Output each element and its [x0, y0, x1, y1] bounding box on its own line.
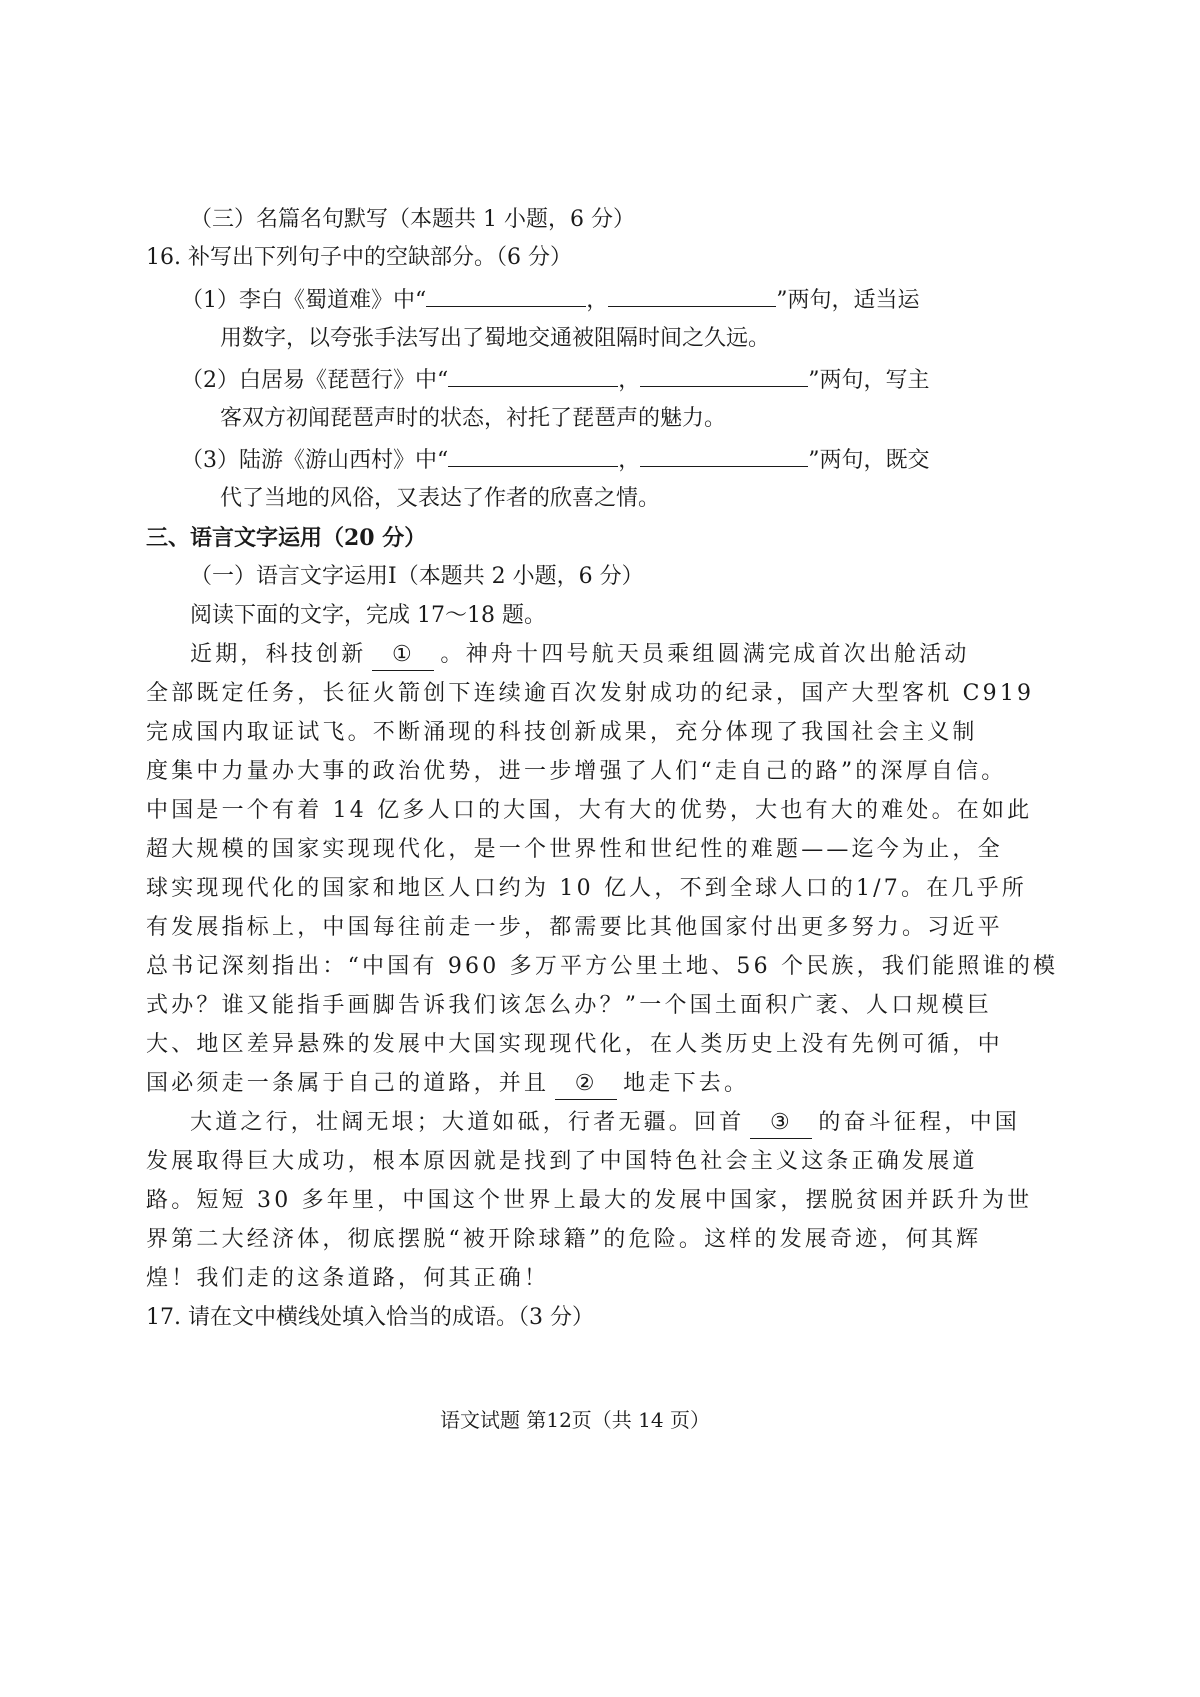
passage-line: 式办？谁又能指手画脚告诉我们该怎么办？”一个国土面积广袤、人口规模巨 [146, 993, 993, 1018]
passage-text: 的奋斗征程，中国 [818, 1110, 1021, 1135]
subsection-heading-language-use-1: （一）语言文字运用Ⅰ（本题共 2 小题，6 分） [190, 564, 644, 589]
answer-blank[interactable] [640, 444, 808, 467]
question-16-stem: 16. 补写出下列句子中的空缺部分。（6 分） [146, 245, 572, 270]
question-16-item-1 [181, 284, 920, 316]
question-17-stem: 17. 请在文中横线处填入恰当的成语。（3 分） [146, 1305, 594, 1330]
item-3-prefix: （3）陆游《游山西村》中“ [181, 448, 449, 473]
question-16-item-1-cont: 用数字，以夸张手法写出了蜀地交通被阻隔时间之久远。 [220, 326, 771, 351]
fill-blank-3[interactable]: ③ [750, 1108, 812, 1139]
passage-line: 大、地区差异悬殊的发展中大国实现现代化，在人类历史上没有先例可循，中 [146, 1032, 1003, 1057]
passage-text: 近期，科技创新 [190, 642, 367, 667]
item-2-suffix: ”两句，写主 [808, 368, 930, 393]
passage-text: 地走下去。 [623, 1071, 750, 1096]
question-16-item-2-cont: 客双方初闻琵琶声时的状态，衬托了琵琶声的魅力。 [220, 406, 727, 431]
passage-line: 煌！我们走的这条道路，何其正确！ [146, 1266, 550, 1291]
passage-line: 完成国内取证试飞。不断涌现的科技创新成果，充分体现了我国社会主义制 [146, 720, 978, 745]
item-2-prefix: （2）白居易《琵琶行》中“ [181, 368, 449, 393]
passage-text: 。神舟十四号航天员乘组圆满完成首次出舱活动 [440, 642, 970, 667]
reading-instruction: 阅读下面的文字，完成 17～18 题。 [190, 603, 546, 628]
answer-blank[interactable] [608, 284, 776, 307]
passage-line: 界第二大经济体，彻底摆脱“被开除球籍”的危险。这样的发展奇迹，何其辉 [146, 1227, 982, 1252]
passage-line: 路。短短 30 多年里，中国这个世界上最大的发展中国家，摆脱贫困并跃升为世 [146, 1188, 1033, 1213]
question-16-item-3-cont: 代了当地的风俗，又表达了作者的欣喜之情。 [220, 486, 661, 511]
passage-line [190, 1108, 1020, 1139]
answer-blank[interactable] [448, 444, 618, 467]
section-heading-language-use: 三、语言文字运用（20 分） [146, 525, 427, 551]
item-3-sep: ， [618, 448, 641, 473]
item-1-sep: ， [586, 288, 609, 313]
answer-blank[interactable] [448, 364, 618, 387]
fill-blank-2[interactable]: ② [555, 1069, 617, 1100]
page-footer: 语文试题 第12页（共 14 页） [440, 1408, 710, 1432]
item-1-prefix: （1）李白《蜀道难》中“ [181, 288, 427, 313]
answer-blank[interactable] [426, 284, 586, 307]
answer-blank[interactable] [640, 364, 808, 387]
passage-text: 国必须走一条属于自己的道路，并且 [146, 1071, 550, 1096]
item-2-sep: ， [618, 368, 641, 393]
passage-line [146, 1069, 749, 1100]
passage-line [190, 640, 970, 671]
passage-line: 超大规模的国家实现现代化，是一个世界性和世纪性的难题——迄今为止，全 [146, 837, 1003, 862]
passage-line: 发展取得巨大成功，根本原因就是找到了中国特色社会主义这条正确发展道 [146, 1149, 978, 1174]
item-3-suffix: ”两句，既交 [808, 448, 930, 473]
section-heading-famous-lines: （三）名篇名句默写（本题共 1 小题，6 分） [190, 207, 635, 232]
passage-line: 度集中力量办大事的政治优势，进一步增强了人们“走自己的路”的深厚自信。 [146, 759, 1007, 784]
passage-line: 有发展指标上，中国每往前走一步，都需要比其他国家付出更多努力。习近平 [146, 915, 1003, 940]
passage-line: 总书记深刻指出：“中国有 960 多万平方公里土地、56 个民族，我们能照谁的模 [146, 954, 1059, 979]
passage-line: 中国是一个有着 14 亿多人口的大国，大有大的优势，大也有大的难处。在如此 [146, 798, 1033, 823]
passage-line: 全部既定任务，长征火箭创下连续逾百次发射成功的纪录，国产大型客机 C919 [146, 681, 1035, 706]
question-16-item-2 [181, 364, 930, 396]
fill-blank-1[interactable]: ① [372, 640, 434, 671]
question-16-item-3 [181, 444, 930, 476]
passage-line: 球实现现代化的国家和地区人口约为 10 亿人，不到全球人口的1/7。在几乎所 [146, 876, 1027, 901]
passage-text: 大道之行，壮阔无垠；大道如砥，行者无疆。回首 [190, 1110, 745, 1135]
item-1-suffix: ”两句，适当运 [776, 288, 920, 313]
